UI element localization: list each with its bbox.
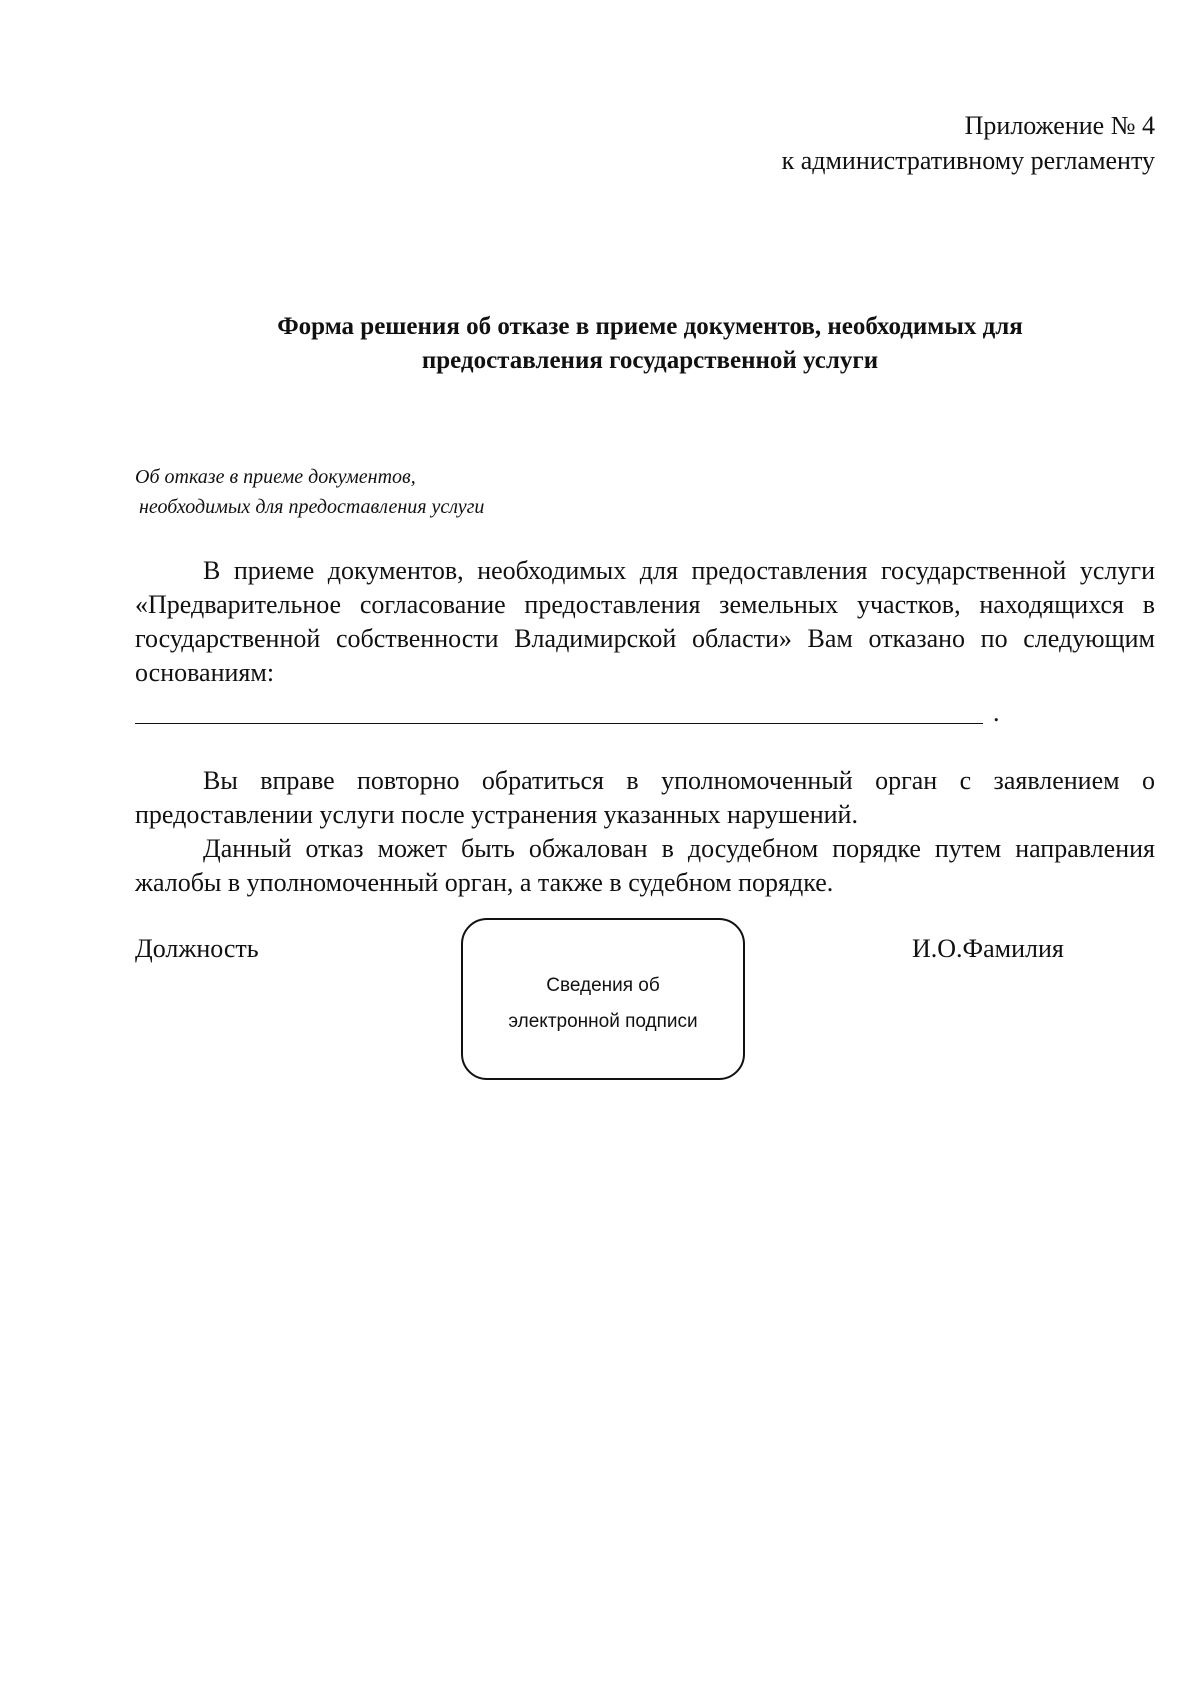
electronic-signature-stamp [461, 918, 745, 1080]
title-line-1: Форма решения об отказе в приеме документов, необходимых для [277, 313, 1023, 340]
signatory-position: Должность [135, 934, 259, 963]
reapply-paragraph: Вы вправе повторно обратиться в уполномоченный орган с заявлением о предоставлении услуги после устранения указанных нарушений. [135, 766, 1155, 829]
refusal-text: В приеме документов, необходимых для предоставления государственной услуги «Предварительное согласование предоставления земельных участков, находящихся в государственной собственности Владимирской области» Вам отказано по следующим основаниям: [135, 556, 1155, 687]
subject-line-2: необходимых для предоставления услуги [139, 496, 485, 518]
signatory-name: И.О.Фамилия [912, 934, 1064, 963]
refusal-paragraph [135, 554, 1155, 730]
reasons-end-period: . [993, 698, 1000, 727]
stamp-line-2: электронной подписи [508, 1011, 698, 1032]
subject-line [135, 462, 484, 522]
stamp-line-1: Сведения об [546, 975, 660, 996]
title-line-2: предоставления государственной услуги [421, 347, 879, 374]
appendix-reference: к административному регламенту [781, 146, 1155, 175]
reasons-blank [135, 690, 1155, 730]
appeal-paragraph: Данный отказ может быть обжалован в досудебном порядке путем направления жалобы в уполномоченный орган, а также в судебном порядке. [135, 834, 1155, 897]
subject-line-1: Об отказе в приеме документов, [135, 466, 416, 488]
appendix-header [782, 108, 1155, 178]
reasons-fill-line [135, 723, 983, 724]
appendix-number: Приложение № 4 [964, 111, 1155, 140]
document-title [140, 310, 1160, 378]
